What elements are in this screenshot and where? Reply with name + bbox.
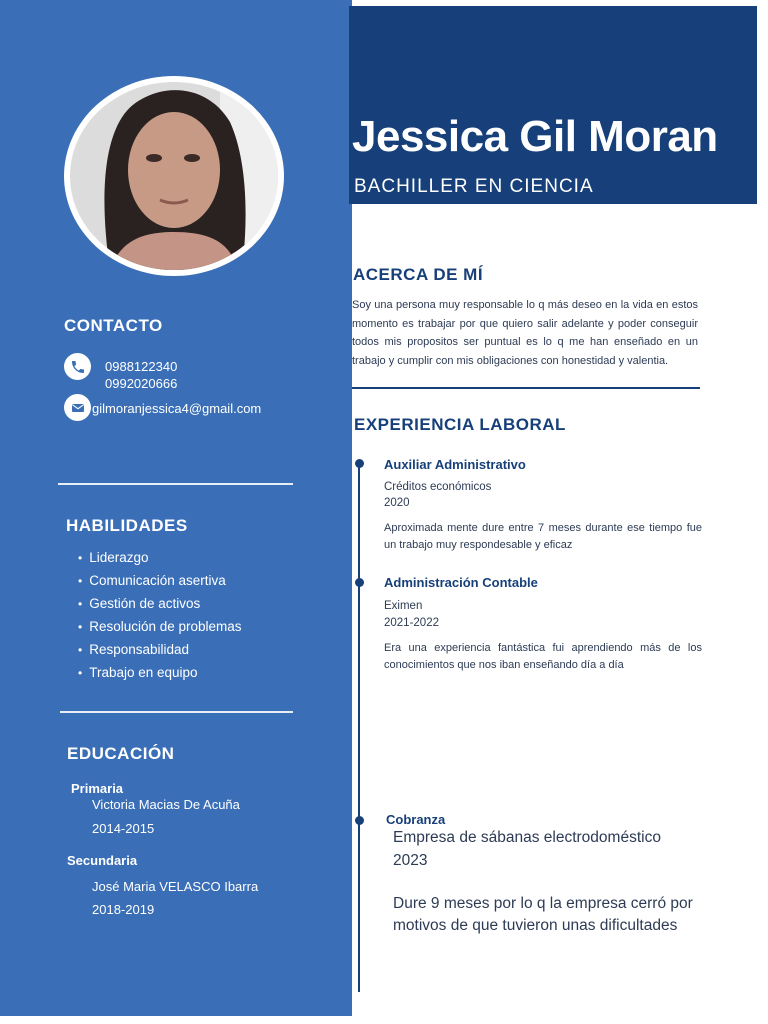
skill-item: • Gestión de activos: [78, 594, 242, 617]
about-heading: ACERCA DE MÍ: [353, 265, 484, 284]
person-title: BACHILLER EN CIENCIA: [354, 176, 594, 197]
portrait-image: [70, 82, 278, 270]
job-title: Administración Contable: [384, 575, 538, 590]
job-year: 2020: [384, 497, 410, 509]
section-divider: [352, 387, 700, 389]
about-text: Soy una persona muy responsable lo q más deseo en la vida en estos momento es trabajar por que quiero salir adelante y poder conseguir todos mis propositos ser puntual es lo q me han enseñado en un trabajo y cumplir con mis obligaciones con honestidad y valentia.: [352, 299, 698, 367]
job-title: Cobranza: [386, 812, 446, 827]
contact-heading: CONTACTO: [64, 316, 163, 335]
phone-number-1: 0988122340: [105, 359, 178, 374]
email-row: [64, 394, 261, 421]
skill-item: • Comunicación asertiva: [78, 571, 242, 594]
header-banner: [349, 6, 757, 204]
job-description: Aproximada mente dure entre 7 meses durante ese tiempo fue un trabajo muy respondesable y eficaz: [384, 522, 702, 551]
job-year: 2023: [393, 852, 428, 869]
profile-photo: [64, 76, 284, 276]
job-title: Auxiliar Administrativo: [384, 457, 526, 472]
phone-icon: [64, 353, 91, 380]
primary-label: Primaria: [71, 781, 124, 796]
timeline-dot: [355, 816, 364, 825]
primary-years: 2014-2015: [92, 821, 155, 836]
timeline-dot: [355, 459, 364, 468]
email-address: gilmoranjessica4@gmail.com: [92, 401, 262, 416]
experience-heading: EXPERIENCIA LABORAL: [354, 415, 566, 434]
job-year: 2021-2022: [384, 617, 439, 629]
timeline-dot: [355, 578, 364, 587]
phone-number-2: 0992020666: [105, 376, 178, 391]
job-company: Empresa de sábanas electrodoméstico: [393, 829, 661, 846]
skills-list: [78, 548, 242, 686]
email-icon: [64, 394, 91, 421]
skill-item: • Liderazgo: [78, 548, 242, 571]
job-company: Créditos económicos: [384, 481, 492, 493]
timeline-line: [358, 462, 360, 992]
divider: [58, 483, 293, 485]
phone-row: [64, 353, 177, 392]
primary-school: Victoria Macias De Acuña: [92, 797, 240, 812]
skill-item: • Resolución de problemas: [78, 617, 242, 640]
skill-item: • Responsabilidad: [78, 640, 242, 663]
job-description: Era una experiencia fantástica fui aprendiendo más de los conocimientos que nos iban enseñando día a día: [384, 642, 702, 671]
secondary-years: 2018-2019: [92, 902, 155, 917]
divider: [60, 711, 293, 713]
secondary-label: Secundaria: [67, 853, 138, 868]
skills-heading: HABILIDADES: [66, 516, 188, 535]
secondary-school: José Maria VELASCO Ibarra: [92, 879, 259, 894]
person-name: Jessica Gil Moran: [352, 112, 718, 161]
job-company: Eximen: [384, 600, 423, 612]
job-description: Dure 9 meses por lo q la empresa cerró por motivos de que tuvieron unas dificultades: [393, 895, 693, 934]
skill-item: • Trabajo en equipo: [78, 663, 242, 686]
education-heading: EDUCACIÓN: [67, 744, 175, 763]
